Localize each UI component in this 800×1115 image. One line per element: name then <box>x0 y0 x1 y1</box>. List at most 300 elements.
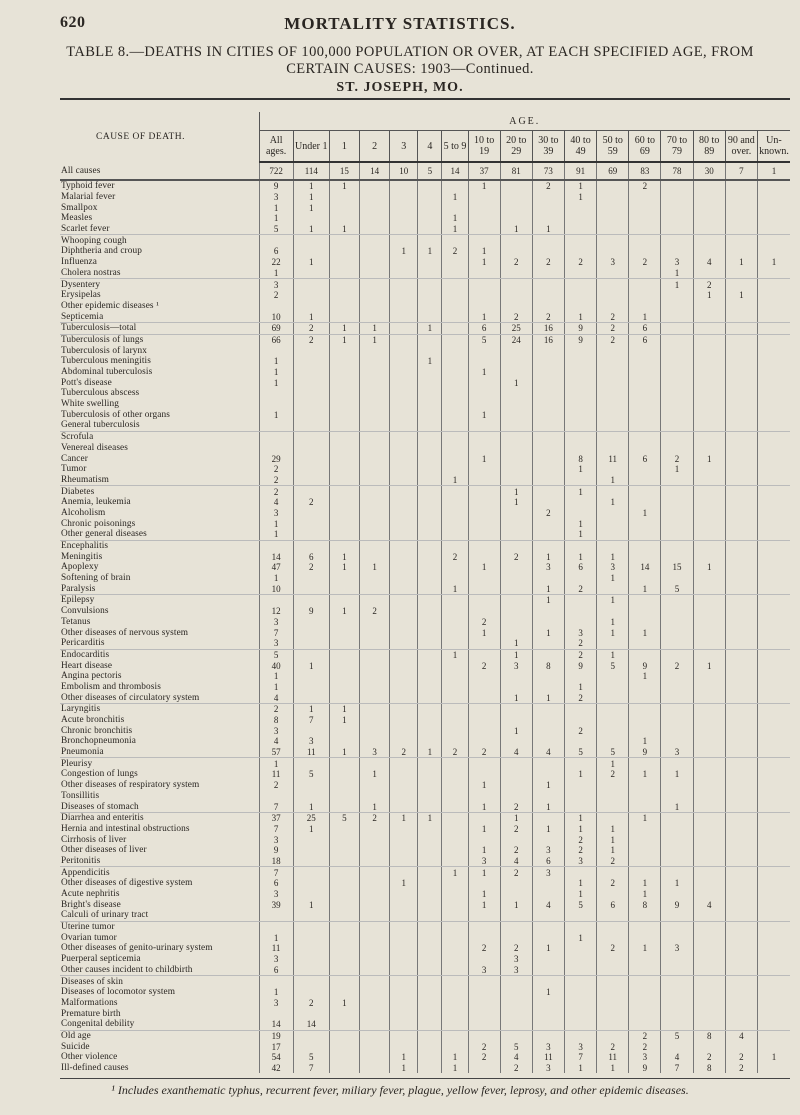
value-cell <box>442 671 468 682</box>
value-cell: 1 <box>564 932 596 943</box>
value-cell <box>442 356 468 367</box>
value-cell <box>293 475 329 486</box>
value-cell <box>661 910 693 921</box>
value-cell <box>418 345 442 356</box>
value-cell <box>293 617 329 628</box>
value-cell <box>629 202 661 213</box>
value-cell <box>390 715 418 726</box>
value-cell <box>629 638 661 649</box>
value-cell: 3 <box>259 954 293 965</box>
value-cell <box>757 202 790 213</box>
value-cell: 1 <box>293 704 329 715</box>
value-cell <box>468 388 500 399</box>
table-row <box>60 878 790 889</box>
value-cell <box>390 529 418 540</box>
value-cell <box>629 692 661 703</box>
value-cell <box>693 367 725 378</box>
value-cell <box>442 322 468 334</box>
value-cell <box>757 758 790 769</box>
cause-cell: All causes <box>60 162 259 180</box>
value-cell: 1 <box>564 824 596 835</box>
value-cell <box>360 627 390 638</box>
value-cell <box>418 1019 442 1030</box>
value-cell <box>442 486 468 497</box>
cause-cell: Convulsions <box>61 606 109 617</box>
value-cell <box>532 704 564 715</box>
value-cell: 12 <box>259 606 293 617</box>
value-cell <box>442 279 468 290</box>
value-cell <box>329 801 359 812</box>
value-cell <box>757 475 790 486</box>
value-cell <box>725 834 757 845</box>
value-cell <box>597 801 629 812</box>
value-cell <box>293 388 329 399</box>
value-cell <box>757 290 790 301</box>
value-cell <box>500 399 532 410</box>
value-cell: 1 <box>442 867 468 878</box>
value-cell <box>500 431 532 442</box>
value-cell: 2 <box>693 1052 725 1063</box>
value-cell <box>661 649 693 660</box>
value-cell <box>597 224 629 235</box>
value-cell <box>360 290 390 301</box>
value-cell <box>597 399 629 410</box>
value-cell: 1 <box>259 409 293 420</box>
value-cell: 16 <box>532 334 564 345</box>
value-cell: 1 <box>532 595 564 606</box>
table-row <box>60 1052 790 1063</box>
value-cell: 14 <box>259 1019 293 1030</box>
value-cell <box>629 475 661 486</box>
value-cell <box>597 420 629 431</box>
table-row <box>60 180 790 192</box>
value-cell <box>329 388 359 399</box>
cause-cell: Tonsillitis <box>61 790 100 801</box>
value-cell <box>442 736 468 747</box>
value-cell <box>418 943 442 954</box>
value-cell <box>532 453 564 464</box>
value-cell <box>532 399 564 410</box>
value-cell: 9 <box>259 845 293 856</box>
value-cell <box>468 704 500 715</box>
value-cell <box>442 769 468 780</box>
cause-cell: Tetanus <box>61 616 91 627</box>
value-cell <box>418 921 442 932</box>
table-row <box>60 1041 790 1052</box>
table-row <box>60 692 790 703</box>
value-cell <box>468 420 500 431</box>
value-cell <box>597 780 629 791</box>
table-row <box>60 443 790 454</box>
value-cell <box>360 453 390 464</box>
value-cell <box>418 311 442 322</box>
value-cell <box>532 529 564 540</box>
value-cell <box>693 235 725 246</box>
value-cell: 1 <box>360 334 390 345</box>
value-cell <box>532 910 564 921</box>
value-cell <box>564 508 596 519</box>
value-cell: 1 <box>293 257 329 268</box>
value-cell <box>693 420 725 431</box>
value-cell: 1 <box>360 322 390 334</box>
value-cell: 1 <box>597 824 629 835</box>
value-cell <box>597 638 629 649</box>
value-cell <box>757 954 790 965</box>
value-cell <box>360 638 390 649</box>
value-cell <box>629 780 661 791</box>
value-cell <box>360 367 390 378</box>
value-cell <box>293 867 329 878</box>
value-cell <box>418 377 442 388</box>
value-cell: 2 <box>532 180 564 192</box>
value-cell <box>757 965 790 976</box>
value-cell <box>725 443 757 454</box>
value-cell <box>418 583 442 594</box>
value-cell <box>661 736 693 747</box>
table-row <box>60 769 790 780</box>
value-cell <box>693 573 725 584</box>
value-cell <box>293 725 329 736</box>
value-cell <box>597 965 629 976</box>
value-cell <box>390 704 418 715</box>
value-cell <box>418 671 442 682</box>
value-cell <box>468 834 500 845</box>
value-cell <box>725 202 757 213</box>
value-cell <box>597 192 629 203</box>
value-cell: 8 <box>564 453 596 464</box>
value-cell: 1 <box>661 279 693 290</box>
value-cell <box>725 747 757 758</box>
value-cell <box>360 998 390 1009</box>
mortality-table <box>60 112 790 1073</box>
value-cell <box>329 638 359 649</box>
value-cell <box>757 736 790 747</box>
value-cell <box>500 780 532 791</box>
value-cell <box>564 356 596 367</box>
value-cell: 81 <box>500 162 532 180</box>
value-cell: 7 <box>293 1063 329 1074</box>
value-cell <box>360 301 390 312</box>
value-cell <box>329 290 359 301</box>
value-cell <box>329 617 359 628</box>
value-cell <box>564 301 596 312</box>
value-cell <box>293 1030 329 1041</box>
value-cell <box>532 769 564 780</box>
value-cell: 1 <box>500 812 532 823</box>
value-cell: 1 <box>293 311 329 322</box>
value-cell <box>757 497 790 508</box>
value-cell <box>725 518 757 529</box>
value-cell <box>757 1019 790 1030</box>
value-cell <box>757 889 790 900</box>
value-cell <box>442 987 468 998</box>
value-cell <box>500 910 532 921</box>
value-cell <box>390 1008 418 1019</box>
value-cell <box>390 540 418 551</box>
value-cell: 1 <box>418 246 442 257</box>
value-cell: 1 <box>597 845 629 856</box>
value-cell <box>564 573 596 584</box>
value-cell <box>390 889 418 900</box>
value-cell <box>500 976 532 987</box>
table-row <box>60 268 790 279</box>
column-header: 1 <box>329 131 359 163</box>
value-cell <box>661 606 693 617</box>
value-cell <box>693 910 725 921</box>
table-row <box>60 279 790 290</box>
value-cell <box>442 812 468 823</box>
column-header: 40 to 49 <box>564 131 596 163</box>
cause-cell: Tuberculosis of lungs <box>61 334 144 345</box>
value-cell: 1 <box>468 801 500 812</box>
value-cell: 66 <box>259 334 293 345</box>
value-cell <box>757 431 790 442</box>
value-cell <box>693 878 725 889</box>
value-cell <box>661 889 693 900</box>
value-cell <box>442 431 468 442</box>
table-row <box>60 1030 790 1041</box>
value-cell <box>597 736 629 747</box>
value-cell <box>442 725 468 736</box>
value-cell <box>259 791 293 802</box>
value-cell <box>293 420 329 431</box>
value-cell <box>597 246 629 257</box>
value-cell <box>500 682 532 693</box>
value-cell: 1 <box>564 518 596 529</box>
value-cell: 4 <box>693 257 725 268</box>
value-cell <box>564 213 596 224</box>
table-row <box>60 943 790 954</box>
value-cell <box>661 322 693 334</box>
value-cell <box>468 910 500 921</box>
value-cell: 7 <box>661 1063 693 1074</box>
value-cell <box>693 443 725 454</box>
value-cell <box>629 420 661 431</box>
value-cell <box>468 356 500 367</box>
value-cell <box>329 475 359 486</box>
cause-cell: Other diseases of respiratory system <box>61 780 200 791</box>
table-row <box>60 627 790 638</box>
value-cell <box>532 932 564 943</box>
value-cell: 3 <box>259 617 293 628</box>
value-cell <box>442 856 468 867</box>
value-cell <box>725 932 757 943</box>
table-row <box>60 475 790 486</box>
value-cell <box>564 987 596 998</box>
value-cell <box>442 692 468 703</box>
value-cell: 2 <box>564 834 596 845</box>
value-cell <box>500 595 532 606</box>
value-cell <box>293 682 329 693</box>
value-cell <box>329 464 359 475</box>
value-cell <box>629 345 661 356</box>
value-cell <box>597 682 629 693</box>
value-cell <box>360 878 390 889</box>
value-cell <box>757 682 790 693</box>
value-cell: 1 <box>293 824 329 835</box>
value-cell <box>329 889 359 900</box>
value-cell: 78 <box>661 162 693 180</box>
value-cell <box>418 1008 442 1019</box>
value-cell <box>725 562 757 573</box>
value-cell <box>418 388 442 399</box>
value-cell: 2 <box>597 311 629 322</box>
cause-cell: Old age <box>61 1030 91 1041</box>
value-cell: 5 <box>468 334 500 345</box>
value-cell <box>360 715 390 726</box>
value-cell <box>597 367 629 378</box>
value-cell <box>259 976 293 987</box>
value-cell <box>725 268 757 279</box>
value-cell: 1 <box>468 899 500 910</box>
value-cell: 5 <box>259 224 293 235</box>
value-cell <box>500 345 532 356</box>
value-cell <box>442 791 468 802</box>
value-cell <box>418 268 442 279</box>
value-cell <box>360 682 390 693</box>
value-cell <box>360 595 390 606</box>
value-cell <box>693 736 725 747</box>
value-cell <box>661 180 693 192</box>
value-cell: 11 <box>293 747 329 758</box>
value-cell <box>661 682 693 693</box>
value-cell: 1 <box>597 834 629 845</box>
value-cell: 15 <box>661 562 693 573</box>
value-cell <box>442 301 468 312</box>
value-cell: 4 <box>500 747 532 758</box>
value-cell: 1 <box>693 290 725 301</box>
cause-cell: Anemia, leukemia <box>61 497 131 508</box>
value-cell <box>725 497 757 508</box>
value-cell: 1 <box>629 943 661 954</box>
value-cell: 1 <box>564 878 596 889</box>
value-cell <box>293 377 329 388</box>
value-cell: 2 <box>725 1063 757 1074</box>
value-cell <box>661 301 693 312</box>
value-cell: 1 <box>329 704 359 715</box>
value-cell <box>390 943 418 954</box>
value-cell <box>725 1019 757 1030</box>
value-cell <box>757 943 790 954</box>
value-cell <box>757 399 790 410</box>
value-cell: 3 <box>500 954 532 965</box>
value-cell: 2 <box>597 334 629 345</box>
value-cell: 4 <box>693 899 725 910</box>
value-cell <box>532 213 564 224</box>
value-cell <box>693 780 725 791</box>
value-cell: 1 <box>468 780 500 791</box>
value-cell <box>468 443 500 454</box>
value-cell: 4 <box>725 1030 757 1041</box>
value-cell <box>390 769 418 780</box>
value-cell <box>293 399 329 410</box>
value-cell: 3 <box>468 965 500 976</box>
value-cell <box>390 279 418 290</box>
value-cell: 1 <box>259 529 293 540</box>
value-cell <box>329 431 359 442</box>
cause-cell: Tuberculous meningitis <box>61 356 151 367</box>
value-cell <box>629 910 661 921</box>
value-cell: 5 <box>661 583 693 594</box>
value-cell <box>468 377 500 388</box>
value-cell <box>468 399 500 410</box>
value-cell <box>597 377 629 388</box>
value-cell <box>629 551 661 562</box>
value-cell <box>597 213 629 224</box>
value-cell <box>293 486 329 497</box>
value-cell <box>597 987 629 998</box>
value-cell <box>693 692 725 703</box>
city-subtitle: ST. JOSEPH, MO. <box>336 80 464 95</box>
value-cell <box>532 301 564 312</box>
value-cell: 42 <box>259 1063 293 1074</box>
value-cell <box>360 257 390 268</box>
value-cell: 2 <box>597 856 629 867</box>
value-cell <box>442 682 468 693</box>
value-cell <box>597 540 629 551</box>
value-cell <box>418 192 442 203</box>
value-cell <box>390 518 418 529</box>
value-cell <box>329 518 359 529</box>
value-cell <box>661 475 693 486</box>
value-cell <box>725 824 757 835</box>
value-cell <box>329 268 359 279</box>
value-cell: 2 <box>293 998 329 1009</box>
cause-cell: Erysipelas <box>61 290 101 301</box>
value-cell: 10 <box>390 162 418 180</box>
table-row <box>60 508 790 519</box>
value-cell <box>661 290 693 301</box>
value-cell <box>390 954 418 965</box>
value-cell <box>757 180 790 192</box>
value-cell <box>661 356 693 367</box>
value-cell <box>500 791 532 802</box>
value-cell <box>693 388 725 399</box>
value-cell <box>418 932 442 943</box>
value-cell <box>629 791 661 802</box>
value-cell <box>500 1019 532 1030</box>
value-cell: 1 <box>629 508 661 519</box>
value-cell <box>468 736 500 747</box>
value-cell: 1 <box>390 1063 418 1074</box>
value-cell <box>390 617 418 628</box>
value-cell <box>390 180 418 192</box>
table-row <box>60 704 790 715</box>
value-cell <box>693 540 725 551</box>
value-cell <box>693 617 725 628</box>
value-cell <box>468 573 500 584</box>
value-cell <box>442 595 468 606</box>
value-cell <box>693 769 725 780</box>
value-cell <box>442 824 468 835</box>
value-cell <box>329 486 359 497</box>
value-cell <box>293 780 329 791</box>
value-cell: 8 <box>532 660 564 671</box>
value-cell <box>725 617 757 628</box>
value-cell: 4 <box>259 497 293 508</box>
value-cell <box>564 943 596 954</box>
value-cell <box>661 443 693 454</box>
value-cell: 1 <box>564 311 596 322</box>
value-cell <box>329 1063 359 1074</box>
value-cell <box>532 725 564 736</box>
cause-cell: Scarlet fever <box>60 224 259 235</box>
value-cell: 6 <box>532 856 564 867</box>
value-cell <box>468 301 500 312</box>
value-cell: 1 <box>442 213 468 224</box>
value-cell <box>725 540 757 551</box>
value-cell <box>757 246 790 257</box>
